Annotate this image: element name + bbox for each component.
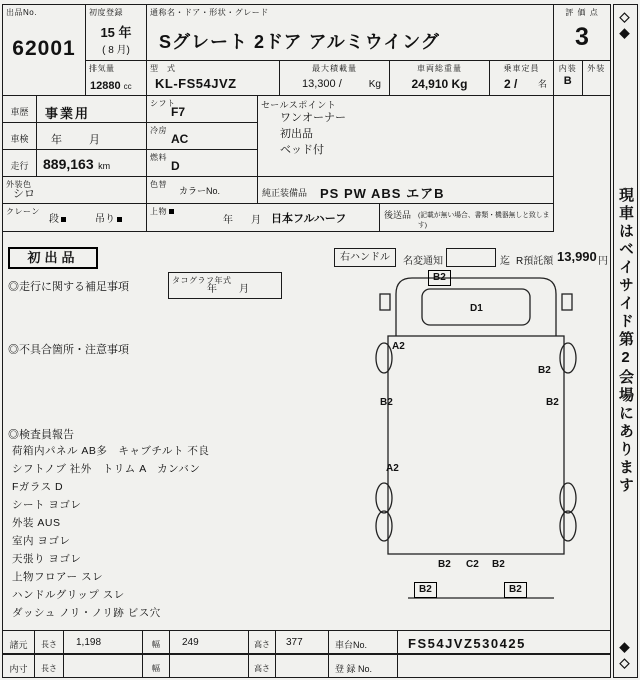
inspection-value: 年 月 xyxy=(51,134,108,146)
inner-row-label-cell xyxy=(2,654,35,678)
displacement-value: 12880 xyxy=(90,80,121,92)
inspector-title: ◎検査員報告 xyxy=(8,429,74,441)
damage-marker: B2 xyxy=(380,397,393,408)
vehicle-diagram xyxy=(358,264,612,630)
width-label: 幅 xyxy=(152,664,160,673)
inner-length-label-cell xyxy=(34,654,64,678)
note-line: ハンドルグリップ スレ xyxy=(12,589,125,601)
displacement-label: 排気量 xyxy=(89,64,115,73)
shift-value: F7 xyxy=(171,105,186,119)
gross-weight-label: 車両総重量 xyxy=(417,64,462,73)
transfer-notice-label: 名変通知 xyxy=(403,256,443,267)
capacity-cell xyxy=(489,60,554,96)
displacement-cell xyxy=(85,60,147,96)
mileage-value-cell xyxy=(36,149,147,177)
width-label-cell xyxy=(142,630,170,654)
equipment-value: PS PW ABS エアB xyxy=(320,186,445,201)
mileage-label-cell xyxy=(2,149,37,177)
model-name: Sグレート 2ドア アルミウイング xyxy=(159,32,440,52)
exterior-col xyxy=(582,61,611,95)
deposit-value: 13,990 xyxy=(557,249,597,264)
chassis-label: 車台No. xyxy=(335,640,368,650)
score-label: 評 価 点 xyxy=(565,8,599,17)
score-value: 3 xyxy=(575,23,589,51)
inner-width-cell xyxy=(169,654,249,678)
defects-title: ◎不具合箇所・注意事項 xyxy=(8,344,129,356)
inner-height-label-cell xyxy=(248,654,276,678)
interior-value: B xyxy=(563,75,572,87)
mileage-label: 走行 xyxy=(10,161,29,171)
tachograph-value: 年 月 xyxy=(207,284,255,295)
upper-body-label: 上物 xyxy=(150,207,167,216)
banner-bottom-diamonds: ◆◇ xyxy=(618,640,633,672)
check-square-icon xyxy=(169,209,174,214)
capacity-label: 乗車定員 xyxy=(503,64,540,73)
spec-length-cell xyxy=(63,630,143,654)
width-label: 幅 xyxy=(152,640,160,649)
model-code-label: 型 式 xyxy=(150,64,176,73)
repaint-label: 色替 xyxy=(150,180,167,189)
handle-box: 右ハンドル xyxy=(334,248,396,267)
inspector-notes xyxy=(12,442,209,622)
deposit-label: R預託額 xyxy=(516,256,554,267)
inner-row-label: 内寸 xyxy=(9,664,28,674)
upper-body-maker: 日本フルハーフ xyxy=(271,213,347,225)
later-items-note: (記載が無い場合、書類・機器無しと致します) xyxy=(418,212,550,230)
sales-point: ベッド付 xyxy=(280,144,324,156)
banner-text: 現車はベイサイド第2会場にあります xyxy=(617,187,634,495)
first-registration-year: 15 年 xyxy=(100,25,132,40)
spec-height-value: 377 xyxy=(286,637,303,648)
damage-marker: C2 xyxy=(466,559,479,570)
damage-marker: B2 xyxy=(492,559,505,570)
first-registration-month: ( 8 月) xyxy=(102,45,130,56)
first-registration-cell xyxy=(85,4,147,61)
gross-weight-cell xyxy=(389,60,490,96)
note-line: シフトノブ 社外 トリム A カンバン xyxy=(12,463,201,475)
history-label: 車歴 xyxy=(10,107,29,117)
inspection-value-cell xyxy=(36,122,147,150)
note-line: 荷箱内パネル AB多 キャブチルト 不良 xyxy=(12,445,210,457)
capacity-value: 2 / xyxy=(504,77,518,91)
lot-number: 62001 xyxy=(12,37,76,60)
upper-body-cell xyxy=(146,203,380,232)
model-name-cell xyxy=(146,4,554,61)
first-registration-label: 初度登録 xyxy=(89,8,123,17)
exterior-color-cell xyxy=(2,176,147,204)
damage-marker-layer xyxy=(358,264,612,630)
length-label-cell xyxy=(34,630,64,654)
inner-height-cell xyxy=(275,654,329,678)
sales-points xyxy=(280,111,346,159)
check-square-icon xyxy=(117,217,122,222)
chassis-value-cell xyxy=(397,630,611,654)
color-no-label: カラーNo. xyxy=(179,186,221,196)
model-code-value: KL-FS54JVZ xyxy=(155,76,237,91)
damage-marker: B2 xyxy=(538,365,551,376)
damage-marker: D1 xyxy=(470,303,483,314)
later-items-cell xyxy=(379,203,554,232)
venue-banner xyxy=(613,4,638,678)
banner-top-diamonds: ◇◆ xyxy=(618,10,633,42)
length-label: 長さ xyxy=(41,664,57,673)
payload-unit: Kg xyxy=(368,79,381,90)
registration-label-cell xyxy=(328,654,398,678)
interior-col xyxy=(554,61,582,95)
spec-width-cell xyxy=(169,630,249,654)
score-cell xyxy=(553,4,611,61)
spec-width-value: 249 xyxy=(182,637,199,648)
cooling-cell xyxy=(146,122,258,150)
tachograph-label: タコグラフ年式 xyxy=(172,276,232,285)
cooling-value: AC xyxy=(171,132,189,146)
model-name-label: 通称名・ドア・形状・グレード xyxy=(150,8,269,17)
interior-exterior-cell xyxy=(553,60,611,96)
cooling-label: 冷房 xyxy=(150,126,167,135)
fuel-cell xyxy=(146,149,258,177)
repaint-cell xyxy=(146,176,258,204)
payload-value: 13,300 / xyxy=(302,78,342,90)
payload-cell xyxy=(279,60,390,96)
damage-marker: B2 xyxy=(504,582,527,598)
inspection-label-cell xyxy=(2,122,37,150)
damage-marker: A2 xyxy=(386,463,399,474)
lot-label: 出品No. xyxy=(6,8,37,17)
interior-label: 内装 xyxy=(558,64,577,73)
note-line: 室内 ヨゴレ xyxy=(12,535,71,547)
mileage-value: 889,163 xyxy=(43,156,94,172)
note-line: 外装 AUS xyxy=(12,517,61,529)
crane-label: クレーン xyxy=(6,207,40,216)
equipment-cell xyxy=(257,176,554,204)
crane-step-label: 段 xyxy=(49,214,59,225)
displacement-unit: cc xyxy=(123,82,132,91)
crane-hoist-label: 吊り xyxy=(95,214,115,225)
chassis-value: FS54JVZ530425 xyxy=(408,636,526,651)
crane-cell xyxy=(2,203,147,232)
damage-marker: B2 xyxy=(428,270,451,286)
damage-marker: B2 xyxy=(414,582,437,598)
spec-height-cell xyxy=(275,630,329,654)
shift-label: シフト xyxy=(150,99,176,108)
note-line: 天張り ヨゴレ xyxy=(12,553,82,565)
deposit-unit: 円 xyxy=(598,256,608,267)
inspection-label: 車検 xyxy=(10,134,29,144)
note-line: Fガラス D xyxy=(12,481,64,493)
length-label: 長さ xyxy=(41,640,57,649)
spec-length-value: 1,198 xyxy=(76,637,102,648)
chassis-label-cell xyxy=(328,630,398,654)
upper-body-month: 月 xyxy=(251,215,261,226)
registration-label: 登 録 No. xyxy=(335,664,373,674)
height-label: 高さ xyxy=(254,664,270,673)
upper-body-year: 年 xyxy=(223,215,233,226)
lot-cell xyxy=(2,4,86,96)
history-value-cell xyxy=(36,95,147,123)
mileage-unit: km xyxy=(98,161,111,171)
spec-row-label: 諸元 xyxy=(9,640,28,650)
sales-point: 初出品 xyxy=(280,128,313,140)
note-line: シート ヨゴレ xyxy=(12,499,82,511)
history-value: 事業用 xyxy=(45,106,91,121)
damage-marker: B2 xyxy=(438,559,451,570)
sales-points-label: セールスポイント xyxy=(261,100,337,110)
payload-label: 最大積載量 xyxy=(312,64,357,73)
until-label: 迄 xyxy=(500,256,510,267)
height-label-cell xyxy=(248,630,276,654)
exterior-label: 外装 xyxy=(587,64,606,73)
sales-points-cell xyxy=(257,95,554,177)
model-code-cell xyxy=(146,60,280,96)
equipment-label: 純正装備品 xyxy=(262,188,308,198)
mileage-note-title: ◎走行に関する補足事項 xyxy=(8,281,129,293)
damage-marker: B2 xyxy=(546,397,559,408)
history-label-cell xyxy=(2,95,37,123)
first-listing-badge: 初出品 xyxy=(8,247,98,269)
exterior-color-value: シロ xyxy=(13,188,35,200)
gross-weight-value: 24,910 Kg xyxy=(411,77,468,91)
fuel-label: 燃料 xyxy=(150,153,167,162)
sales-point: ワンオーナー xyxy=(280,112,346,124)
note-line: ダッシュ ノリ・ノリ跡 ビス穴 xyxy=(12,607,161,619)
fuel-value: D xyxy=(171,159,180,173)
check-square-icon xyxy=(61,217,66,222)
damage-marker: A2 xyxy=(392,341,405,352)
later-items-label: 後送品 xyxy=(384,210,412,220)
registration-value-cell xyxy=(397,654,611,678)
capacity-unit: 名 xyxy=(537,79,547,89)
exterior-color-label: 外装色 xyxy=(6,180,32,189)
inner-length-cell xyxy=(63,654,143,678)
note-line: 上物フロアー スレ xyxy=(12,571,104,583)
height-label: 高さ xyxy=(254,640,270,649)
tachograph-cell xyxy=(168,272,282,299)
inner-width-label-cell xyxy=(142,654,170,678)
shift-cell xyxy=(146,95,258,123)
spec-row-label-cell xyxy=(2,630,35,654)
